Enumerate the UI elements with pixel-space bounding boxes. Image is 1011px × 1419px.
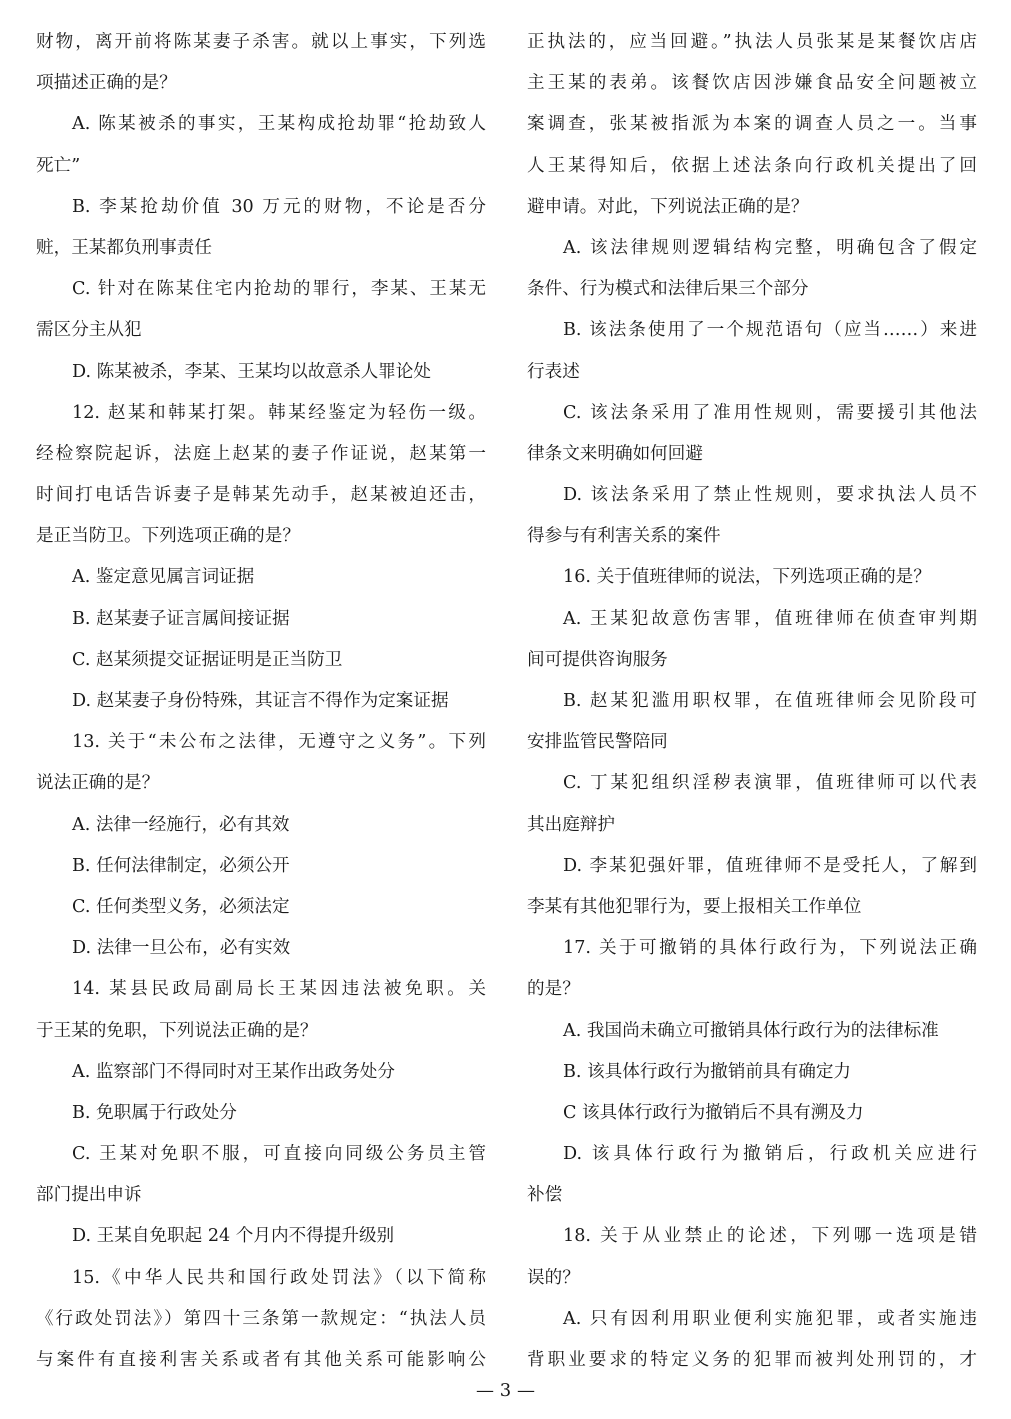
text-line: 间可提供咨询服务 bbox=[527, 649, 668, 670]
text-line: B. 该法条使用了一个规范语句（应当……）来进 bbox=[563, 320, 977, 341]
text-line: 于王某的免职，下列说法正确的是？ bbox=[36, 1020, 318, 1041]
text-line: A. 王某犯故意伤害罪，值班律师在侦查审判期 bbox=[563, 608, 977, 629]
text-line: 条件、行为模式和法律后果三个部分 bbox=[527, 279, 809, 300]
text-line: 是正当防卫。下列选项正确的是？ bbox=[36, 526, 300, 547]
text-line: C. 针对在陈某住宅内抢劫的罪行，李某、王某无 bbox=[72, 279, 486, 300]
text-line: 18. 关于从业禁止的论述，下列哪一选项是错 bbox=[563, 1226, 977, 1247]
text-line: 时间打电话告诉妻子是韩某先动手，赵某被迫还击， bbox=[36, 485, 486, 506]
text-line: 的是？ bbox=[527, 979, 580, 1000]
text-line: A. 陈某被杀的事实，王某构成抢劫罪“抢劫致人 bbox=[72, 114, 486, 135]
text-line: 补偿 bbox=[527, 1185, 563, 1206]
text-line: 正执法的，应当回避。”执法人员张某是某餐饮店店 bbox=[527, 32, 977, 52]
text-line: 得参与有利害关系的案件 bbox=[527, 526, 721, 547]
text-line: 需区分主从犯 bbox=[36, 320, 142, 341]
text-line: A. 鉴定意见属言词证据 bbox=[72, 567, 255, 588]
text-line: C. 赵某须提交证据证明是正当防卫 bbox=[72, 649, 343, 670]
text-line: 误的？ bbox=[527, 1267, 580, 1288]
page-number: — 3 — bbox=[476, 1380, 535, 1401]
text-line: 与案件有直接利害关系或者有其他关系可能影响公 bbox=[36, 1350, 486, 1370]
text-line: 赃，王某都负刑事责任 bbox=[36, 237, 212, 258]
text-line: 17. 关于可撤销的具体行政行为，下列说法正确 bbox=[563, 938, 977, 959]
text-line: C. 任何类型义务，必须法定 bbox=[72, 896, 290, 917]
text-line: 主王某的表弟。该餐饮店因涉嫌食品安全问题被立 bbox=[527, 73, 977, 94]
text-line: C 该具体行政行为撤销后不具有溯及力 bbox=[563, 1102, 864, 1123]
text-line: 案调查，张某被指派为本案的调查人员之一。当事 bbox=[527, 114, 977, 135]
text-line: 其出庭辩护 bbox=[527, 814, 615, 835]
text-line: B. 免职属于行政处分 bbox=[72, 1102, 237, 1123]
text-line: 13. 关于“未公布之法律，无遵守之义务”。下列 bbox=[72, 732, 486, 753]
text-line: 16. 关于值班律师的说法，下列选项正确的是？ bbox=[563, 567, 931, 588]
text-line: C. 丁某犯组织淫秽表演罪，值班律师可以代表 bbox=[563, 773, 977, 794]
text-line: D. 法律一旦公布，必有实效 bbox=[72, 938, 291, 959]
text-line: 避申请。对此，下列说法正确的是？ bbox=[527, 196, 809, 217]
text-line: 14. 某县民政局副局长王某因违法被免职。关 bbox=[72, 979, 486, 1000]
text-line: 经检察院起诉，法庭上赵某的妻子作证说，赵某第一 bbox=[36, 443, 486, 464]
text-line: A. 法律一经施行，必有其效 bbox=[72, 814, 290, 835]
text-line: 项描述正确的是？ bbox=[36, 73, 177, 94]
text-line: 律条文来明确如何回避 bbox=[527, 443, 703, 464]
text-line: D. 王某自免职起 24 个月内不得提升级别 bbox=[72, 1226, 395, 1247]
text-line: 说法正确的是？ bbox=[36, 773, 160, 794]
text-line: C. 该法条采用了准用性规则，需要援引其他法 bbox=[563, 402, 977, 423]
text-line: D. 陈某被杀，李某、王某均以故意杀人罪论处 bbox=[72, 361, 431, 382]
text-line: B. 赵某妻子证言属间接证据 bbox=[72, 608, 290, 629]
text-line: D. 该具体行政行为撤销后，行政机关应进行 bbox=[563, 1144, 977, 1165]
text-line: 死亡” bbox=[36, 155, 81, 176]
text-line: B. 李某抢劫价值 30 万元的财物，不论是否分 bbox=[72, 196, 486, 217]
right-column bbox=[527, 22, 977, 1381]
text-line: 12. 赵某和韩某打架。韩某经鉴定为轻伤一级。 bbox=[72, 402, 486, 423]
text-line: 财物，离开前将陈某妻子杀害。就以上事实，下列选 bbox=[36, 32, 486, 52]
text-line: A. 我国尚未确立可撤销具体行政行为的法律标准 bbox=[563, 1020, 939, 1041]
text-line: 安排监管民警陪同 bbox=[527, 732, 668, 753]
text-line: D. 李某犯强奸罪，值班律师不是受托人，了解到 bbox=[563, 855, 977, 876]
text-line: B. 赵某犯滥用职权罪，在值班律师会见阶段可 bbox=[563, 691, 977, 711]
text-line: 行表述 bbox=[527, 361, 580, 382]
text-line: D. 该法条采用了禁止性规则，要求执法人员不 bbox=[563, 485, 977, 506]
text-line: 背职业要求的特定义务的犯罪而被判处刑罚的，才 bbox=[527, 1350, 977, 1370]
text-line: 部门提出申诉 bbox=[36, 1185, 142, 1206]
text-line: B. 该具体行政行为撤销前具有确定力 bbox=[563, 1061, 852, 1082]
text-line: A. 该法律规则逻辑结构完整，明确包含了假定 bbox=[563, 237, 977, 258]
text-line: C. 王某对免职不服，可直接向同级公务员主管 bbox=[72, 1144, 486, 1165]
text-line: 15.《中华人民共和国行政处罚法》（以下简称 bbox=[72, 1267, 486, 1288]
text-line: 李某有其他犯罪行为，要上报相关工作单位 bbox=[527, 896, 862, 917]
text-line: A. 监察部门不得同时对王某作出政务处分 bbox=[72, 1061, 395, 1082]
text-line: 人王某得知后，依据上述法条向行政机关提出了回 bbox=[527, 155, 977, 176]
left-column bbox=[36, 22, 486, 1381]
text-line: D. 赵某妻子身份特殊，其证言不得作为定案证据 bbox=[72, 691, 449, 711]
text-line: A. 只有因利用职业便利实施犯罪，或者实施违 bbox=[563, 1308, 977, 1329]
text-line: B. 任何法律制定，必须公开 bbox=[72, 855, 290, 876]
text-line: 《行政处罚法》）第四十三条第一款规定：“执法人员 bbox=[36, 1308, 486, 1329]
